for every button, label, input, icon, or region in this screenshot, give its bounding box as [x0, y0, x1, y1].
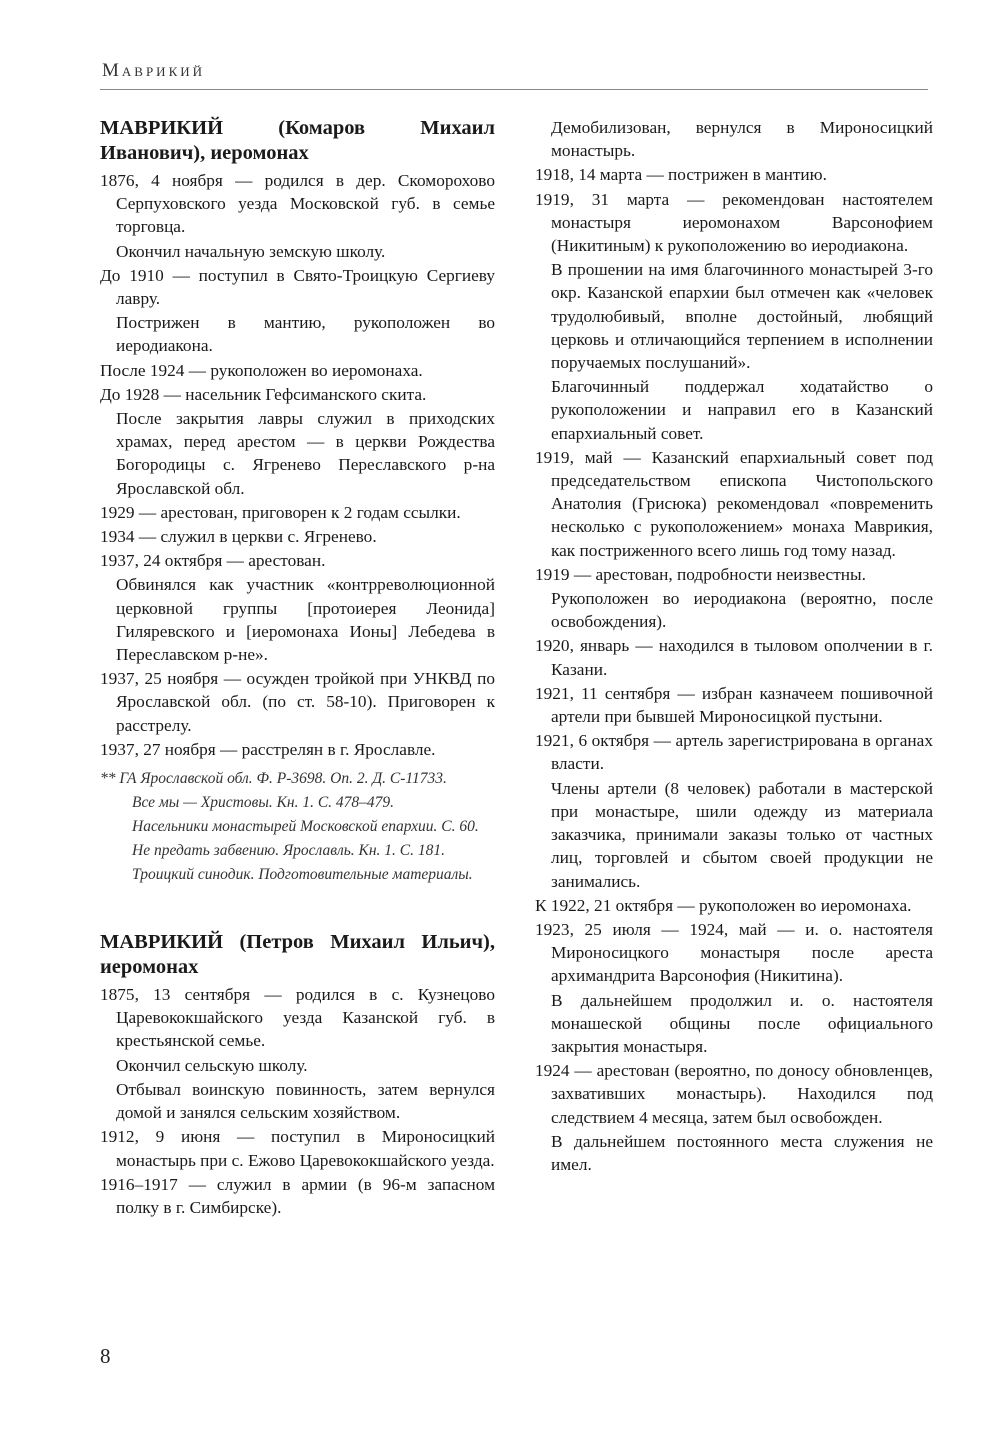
dated-paragraph: 1921, 6 октября — артель зарегистрирована в органах власти.	[535, 731, 933, 774]
note-paragraph: В прошении на имя благочинного монастырей 3-го окр. Казанской епархии был отмечен как «человек трудолюбивый, вполне достойный, любящий церковь и отличающийся терпением в исполнении поручаемых послушаний».	[551, 260, 933, 373]
left-column	[100, 116, 495, 1220]
note-paragraph: В дальнейшем продолжил и. о. настоятеля монашеской общины после официального закрытия монастыря.	[551, 990, 933, 1056]
header-divider	[100, 89, 928, 90]
dated-paragraph: 1916–1917 — служил в армии (в 96-м запасном полку в г. Симбирске).	[100, 1174, 495, 1217]
dated-paragraph: 1920, январь — находился в тыловом ополчении в г. Казани.	[535, 636, 933, 679]
entry-title: МАВРИКИЙ (Петров Михаил Ильич), иеромонах	[100, 931, 495, 979]
note-paragraph: Пострижен в мантию, рукоположен во иеродиакона.	[116, 313, 495, 356]
dated-paragraph: 1918, 14 марта — пострижен в мантию.	[535, 165, 827, 185]
note-paragraph: Рукоположен во иеродиакона (вероятно, после освобождения).	[551, 589, 933, 632]
note-paragraph: Благочинный поддержал ходатайство о рукоположении и направил его в Казанский епархиальный совет.	[551, 377, 933, 443]
note-paragraph: Окончил сельскую школу.	[116, 1055, 308, 1075]
dated-paragraph: 1937, 25 ноября — осужден тройкой при УНКВД по Ярославской обл. (по ст. 58-10). Приговорен к расстрелу.	[100, 669, 495, 735]
dated-paragraph: К 1922, 21 октября — рукоположен во иеромонаха.	[535, 895, 912, 915]
dated-paragraph: 1921, 11 сентября — избран казначеем пошивочной артели при бывшей Мироносицкой пустыни.	[535, 683, 933, 727]
dated-paragraph: 1924 — арестован (вероятно, по доносу обновленцев, захвативших монастырь). Находился под следствием 4 месяца, затем был освобожден.	[535, 1061, 933, 1127]
dated-paragraph: 1929 — арестован, приговорен к 2 годам ссылки.	[100, 502, 461, 522]
source-item: Троицкий синодик. Подготовительные материалы.	[132, 866, 473, 884]
entry-petrov	[100, 930, 495, 1219]
entry-title: МАВРИКИЙ (Комаров Михаил Иванович), иеромонах	[100, 117, 495, 164]
sources-list	[100, 767, 495, 886]
page-number: 8	[100, 1344, 111, 1368]
dated-paragraph: 1937, 27 ноября — расстрелян в г. Ярославле.	[100, 739, 436, 759]
dated-paragraph: 1919 — арестован, подробности неизвестны.	[535, 564, 866, 584]
dated-paragraph: 1876, 4 ноября — родился в дер. Скоморохово Серпуховского уезда Московской губ. в семье торговца.	[100, 171, 495, 237]
source-item: Не предать забвению. Ярославль. Кн. 1. С. 181.	[132, 842, 445, 860]
dated-paragraph: До 1910 — поступил в Свято-Троицкую Сергиеву лавру.	[100, 265, 495, 309]
note-paragraph: Отбывал воинскую повинность, затем вернулся домой и занялся сельским хозяйством.	[116, 1079, 495, 1123]
dated-paragraph: 1919, 31 марта — рекомендован настоятелем монастыря иеромонахом Варсонофием (Никитиным) к рукоположению во иеродиакона.	[535, 189, 933, 256]
entry-body	[100, 169, 495, 761]
note-paragraph: Члены артели (8 человек) работали в мастерской при монастыре, шили одежду из материала заказчика, принимали заказы только от частных лиц, торговлей и сбытом своей продукции не занимались.	[551, 778, 933, 891]
note-paragraph: Обвинялся как участник «контрреволюционной церковной группы [протоиерея Леонида] Гиляревского и [иеромонаха Ионы] Лебедева в Переславском р-не».	[116, 575, 495, 665]
source-item: Все мы — Христовы. Кн. 1. С. 478–479.	[132, 794, 395, 812]
dated-paragraph: 1923, 25 июля — 1924, май — и. о. настоятеля Мироносицкого монастыря после ареста архимандрита Варсонофия (Никитина).	[535, 919, 933, 986]
note-paragraph: В дальнейшем постоянного места служения не имел.	[551, 1131, 933, 1174]
running-head: Маврикий	[102, 60, 206, 81]
dated-paragraph: 1934 — служил в церкви с. Ягренево.	[100, 527, 377, 547]
dated-paragraph: После 1924 — рукоположен во иеромонаха.	[100, 360, 423, 380]
dated-paragraph: 1875, 13 сентября — родился в с. Кузнецово Царевококшайского уезда Казанской губ. в крестьянской семье.	[100, 985, 495, 1051]
right-column	[535, 116, 933, 1177]
note-paragraph: Демобилизован, вернулся в Мироносицкий монастырь.	[551, 118, 933, 161]
entry-body-continued	[535, 116, 933, 1176]
entry-komarov	[100, 116, 495, 886]
dated-paragraph: 1919, май — Казанский епархиальный совет под председательством епископа Чистопольского Анатолия (Грисюка) рекомендовал «повременить несколько с рукоположением» монаха Маврикия, как постриженного всего лишь год тому назад.	[535, 447, 933, 560]
dated-paragraph: До 1928 — насельник Гефсиманского скита.	[100, 384, 427, 404]
entry-body	[100, 983, 495, 1219]
source-item: Насельники монастырей Московской епархии. С. 60.	[132, 818, 479, 836]
note-paragraph: Окончил начальную земскую школу.	[116, 241, 386, 261]
dated-paragraph: 1937, 24 октября — арестован.	[100, 551, 326, 571]
note-paragraph: После закрытия лавры служил в приходских храмах, перед арестом — в церкви Рождества Богородицы с. Ягренево Переславского р-на Ярославской обл.	[116, 409, 495, 498]
dated-paragraph: 1912, 9 июня — поступил в Мироносицкий монастырь при с. Ежово Царевококшайского уезда.	[100, 1127, 495, 1170]
source-item: ** ГА Ярославской обл. Ф. Р-3698. Оп. 2. Д. С-11733.	[100, 770, 447, 788]
